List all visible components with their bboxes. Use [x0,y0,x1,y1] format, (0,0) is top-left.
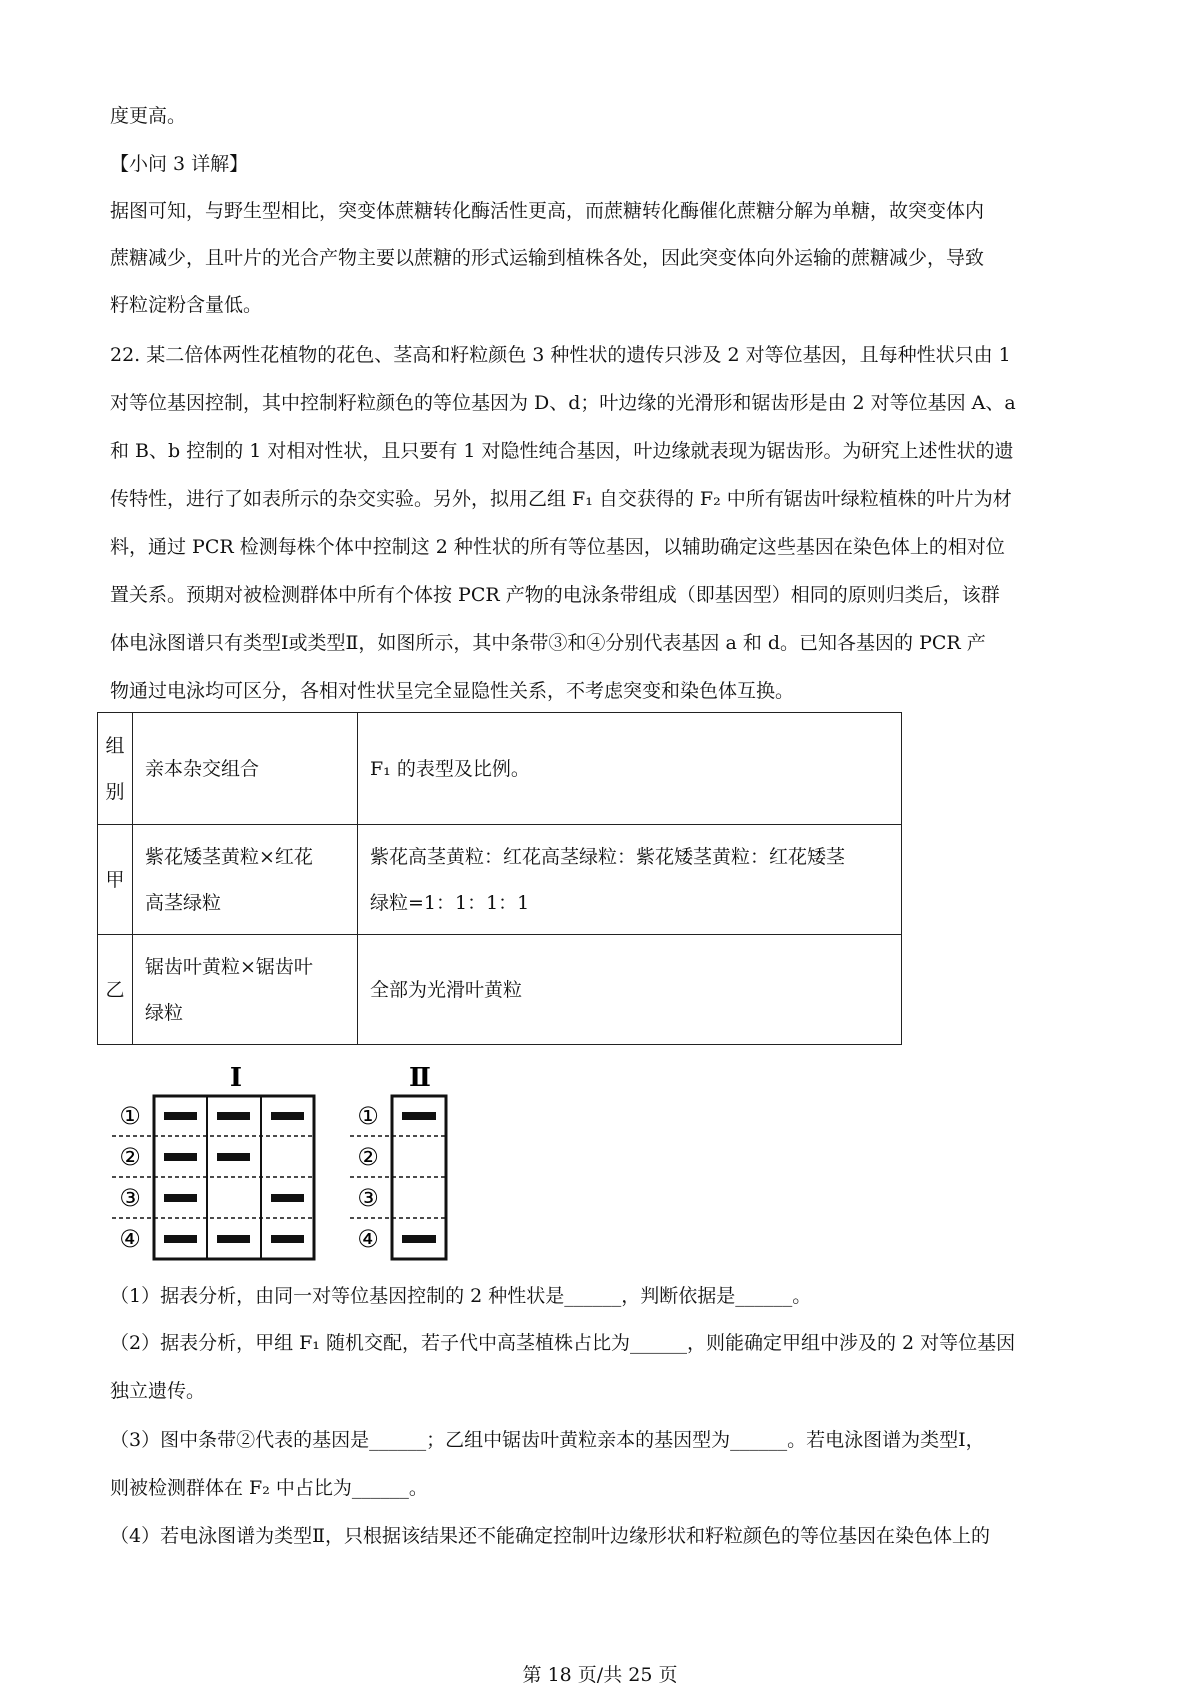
text-line: 籽粒淀粉含量低。 [110,294,263,316]
text-line: 传特性，进行了如表所示的杂交实验。另外，拟用乙组 F₁ 自交获得的 F₂ 中所有锯齿叶绿粒植株的叶片为材 [110,488,1012,510]
page-footer: 第 18 页/共 25 页 [522,1664,678,1686]
table-row [98,825,902,935]
gel-band [217,1235,250,1243]
gel-band [164,1194,197,1202]
lane-label: ④ [119,1225,141,1253]
gel-band [271,1112,304,1120]
gel-band [271,1194,304,1202]
text-line: 则被检测群体在 F₂ 中占比为______。 [110,1477,428,1499]
text-line: 料，通过 PCR 检测每株个体中控制这 2 种性状的所有等位基因，以辅助确定这些基因在染色体上的相对位 [110,536,1005,558]
question-item: （2）据表分析，甲组 F₁ 随机交配，若子代中高茎植株占比为______，则能确定甲组中涉及的 2 对等位基因 [110,1332,1016,1354]
text-line: 和 B、b 控制的 1 对相对性状，且只要有 1 对隐性纯合基因，叶边缘就表现为锯齿形。为研究上述性状的遗 [110,440,1014,462]
gel-band [217,1112,250,1120]
table-row [98,935,902,1045]
lane-label: ① [357,1102,379,1130]
cross-table [97,712,902,1045]
row-result: 全部为光滑叶黄粒 [358,935,902,1045]
lane-label: ② [357,1143,379,1171]
lane-label: ③ [357,1184,379,1212]
header-result: F₁ 的表型及比例。 [358,713,902,825]
text-line: 据图可知，与野生型相比，突变体蔗糖转化酶活性更高，而蔗糖转化酶催化蔗糖分解为单糖，故突变体内 [110,200,985,222]
text-line: 对等位基因控制，其中控制籽粒颜色的等位基因为 D、d；叶边缘的光滑形和锯齿形是由 2 对等位基因 A、a [110,392,1016,414]
header-cross: 亲本杂交组合 [133,713,358,825]
text-line: 物通过电泳均可区分，各相对性状呈完全显隐性关系，不考虑突变和染色体互换。 [110,680,795,702]
question-item: （4）若电泳图谱为类型Ⅱ，只根据该结果还不能确定控制叶边缘形状和籽粒颜色的等位基因在染色体上的 [110,1525,991,1547]
row-cross: 锯齿叶黄粒×锯齿叶 绿粒 [133,935,358,1045]
gel-band [164,1112,197,1120]
text-line: 度更高。 [110,105,187,127]
text-line: 蔗糖减少，且叶片的光合产物主要以蔗糖的形式运输到植株各处，因此突变体向外运输的蔗糖减少，导致 [110,247,985,269]
question-stem: 22. 某二倍体两性花植物的花色、茎高和籽粒颜色 3 种性状的遗传只涉及 2 对等位基因，且每种性状只由 1 [110,344,1011,366]
table-header-row [98,713,902,825]
lane-label: ① [119,1102,141,1130]
section-heading: 【小问 3 详解】 [110,153,249,175]
gel-type-2 [350,1064,465,1264]
text-line: 独立遗传。 [110,1380,206,1402]
gel-type-2-label: Ⅱ [409,1064,431,1093]
row-cross: 紫花矮茎黄粒×红花 高茎绿粒 [133,825,358,935]
text-line: 置关系。预期对被检测群体中所有个体按 PCR 产物的电泳条带组成（即基因型）相同的原则归类后，该群 [110,584,1000,606]
lane-label: ② [119,1143,141,1171]
gel-type-1 [112,1064,327,1264]
gel-band [217,1153,250,1161]
row-group: 甲 [98,825,133,935]
question-item: （1）据表分析，由同一对等位基因控制的 2 种性状是______，判断依据是______。 [110,1285,812,1307]
row-group: 乙 [98,935,133,1045]
gel-band [402,1112,436,1120]
text-line: 体电泳图谱只有类型Ⅰ或类型Ⅱ，如图所示，其中条带③和④分别代表基因 a 和 d。已知各基因的 PCR 产 [110,632,986,654]
question-item: （3）图中条带②代表的基因是______；乙组中锯齿叶黄粒亲本的基因型为______。若电泳图谱为类型Ⅰ， [110,1429,985,1451]
gel-band [164,1153,197,1161]
gel-type-1-label: Ⅰ [229,1064,243,1093]
gel-band [164,1235,197,1243]
lane-label: ④ [357,1225,379,1253]
header-group: 组别 [98,713,133,825]
row-result: 紫花高茎黄粒：红花高茎绿粒：紫花矮茎黄粒：红花矮茎 绿粒=1：1：1：1 [358,825,902,935]
gel-band [271,1235,304,1243]
lane-label: ③ [119,1184,141,1212]
gel-band [402,1235,436,1243]
